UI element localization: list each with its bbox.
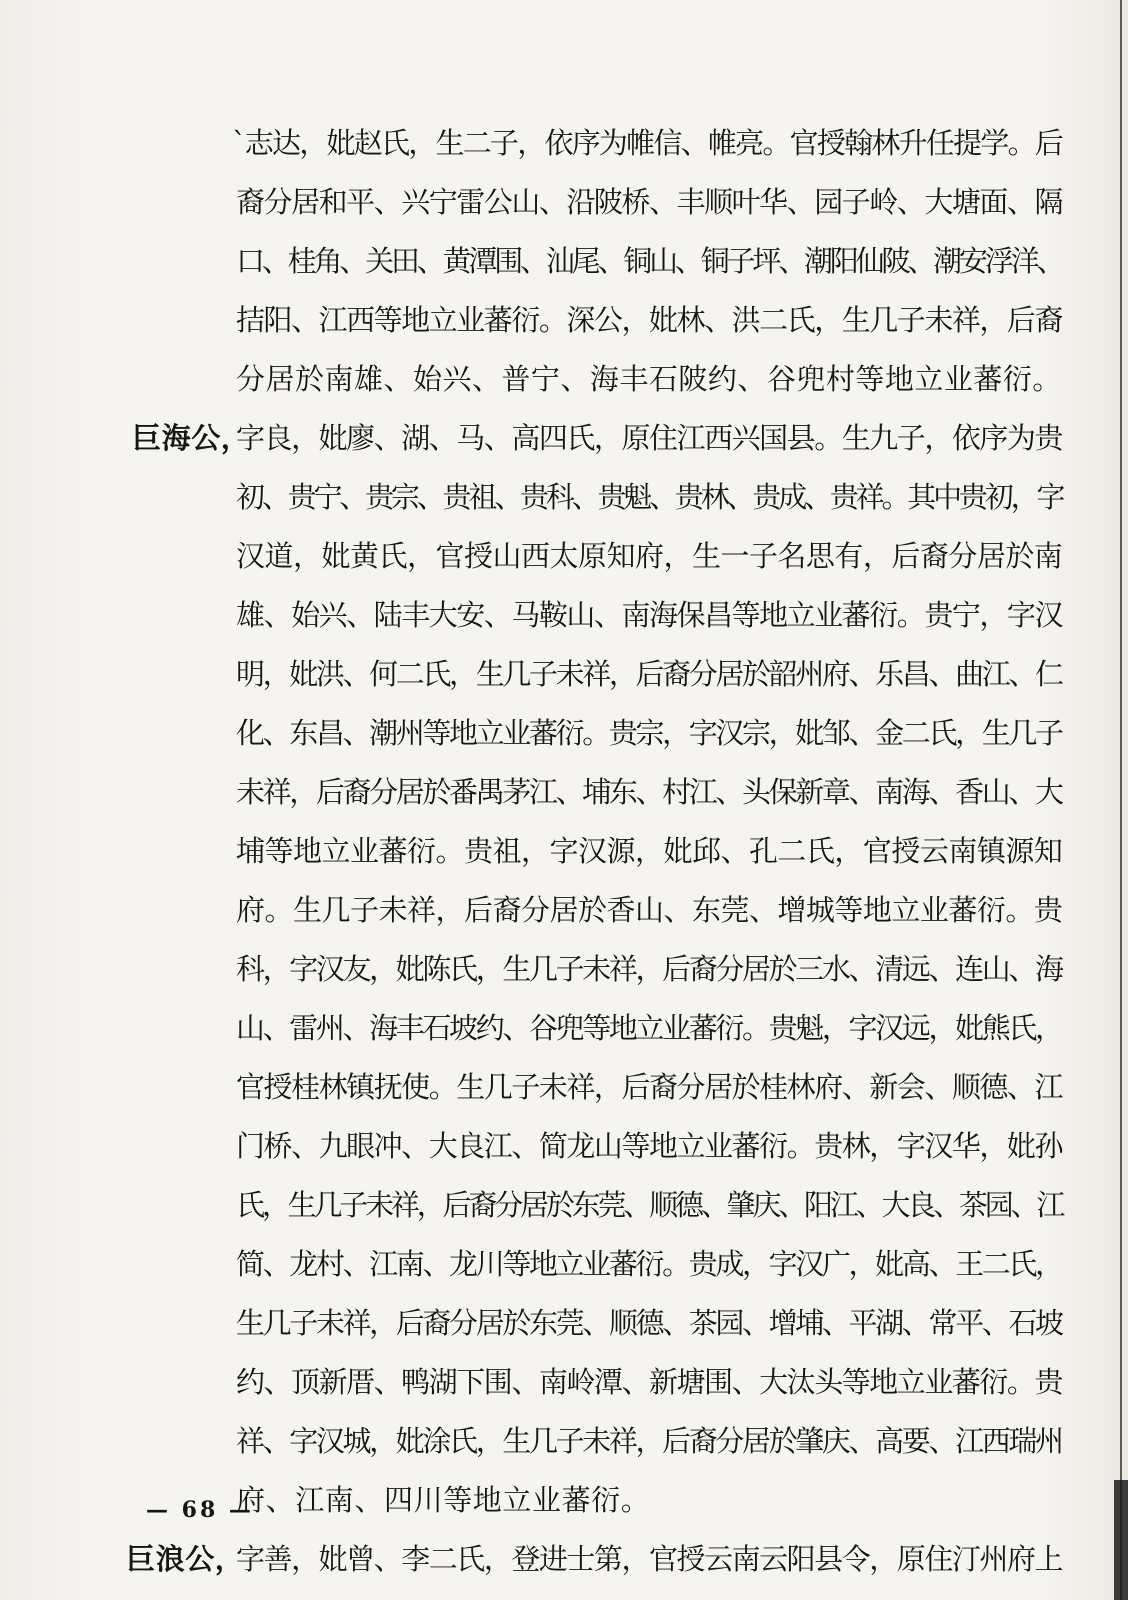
page-corner-shadow xyxy=(1114,1480,1128,1600)
text-line: 科，字汉友，妣陈氏，生几子未祥，后裔分居於三水、清远、连山、海 xyxy=(236,952,1062,986)
text-line: 化、东昌、潮州等地立业蕃衍。贵宗，字汉宗，妣邹、金二氏，生几子 xyxy=(236,716,1062,750)
text-line: 门桥、九眼冲、大良江、简龙山等地立业蕃衍。贵林，字汉华，妣孙 xyxy=(236,1129,1063,1163)
text-line: 字善，妣曾、李二氏，登进士第，官授云南云阳县令，原住汀州府上 xyxy=(236,1542,1063,1576)
text-line: 官授桂林镇抚使。生几子未祥，后裔分居於桂林府、新会、顺德、江 xyxy=(236,1070,1063,1104)
text-line: 祥、字汉城，妣涂氏，生几子未祥，后裔分居於肇庆、高要、江西瑞州 xyxy=(236,1424,1062,1458)
text-line: 拮阳、江西等地立业蕃衍。深公，妣林、洪二氏，生几子未祥，后裔 xyxy=(236,303,1063,337)
entry-heading: 巨浪公， xyxy=(126,1542,245,1576)
text-line: 分居於南雄、始兴、普宁、海丰石陂约、谷兜村等地立业蕃衍。 xyxy=(236,362,1062,396)
text-line: 简、龙村、江南、龙川等地立业蕃衍。贵成，字汉广，妣高、王二氏， xyxy=(236,1247,1062,1281)
text-line: 府。生几子未祥，后裔分居於香山、东莞、增城等地立业蕃衍。贵 xyxy=(236,893,1063,927)
text-line: 汉道，妣黄氏，官授山西太原知府，生一子名思有，后裔分居於南 xyxy=(236,539,1063,573)
text-line: 山、雷州、海丰石坡约、谷兜等地立业蕃衍。贵魁，字汉远，妣熊氏， xyxy=(236,1011,1062,1045)
page-edge-shadow xyxy=(1120,0,1122,1600)
text-line: 府、江南、四川等地立业蕃衍。 xyxy=(236,1483,651,1517)
text-line: 生几子未祥，后裔分居於东莞、顺德、茶园、增埔、平湖、常平、石坡 xyxy=(236,1306,1062,1340)
text-line: 雄、始兴、陆丰大安、马鞍山、南海保昌等地立业蕃衍。贵宁，字汉 xyxy=(236,598,1063,632)
entry-heading: 巨海公， xyxy=(132,421,251,455)
text-line: 埔等地立业蕃衍。贵祖，字汉源，妣邱、孔二氏，官授云南镇源知 xyxy=(236,834,1063,868)
text-line: 氏，生几子未祥，后裔分居於东莞、顺德、肇庆、阳江、大良、茶园、江 xyxy=(236,1188,1063,1222)
text-line: 字良，妣廖、湖、马、高四氏，原住江西兴国县。生九子，依序为贵 xyxy=(236,421,1063,455)
text-line: `志达，妣赵氏，生二子，依序为帷信、帷亮。官授翰林升任提学。后 xyxy=(232,126,1063,160)
text-line: 初、贵宁、贵宗、贵祖、贵科、贵魁、贵林、贵成、贵祥。其中贵初，字 xyxy=(236,480,1063,514)
text-line: 口、桂角、关田、黄潭围、汕尾、铜山、铜子坪、潮阳仙陂、潮安浮洋、 xyxy=(236,244,1063,278)
text-line: 裔分居和平、兴宁雷公山、沿陂桥、丰顺叶华、园子岭、大塘面、隔 xyxy=(236,185,1063,219)
text-line: 明，妣洪、何二氏，生几子未祥，后裔分居於韶州府、乐昌、曲江、仁 xyxy=(236,657,1062,691)
page-number: — 68 — xyxy=(146,1497,254,1523)
text-line: 约、顶新厝、鸭湖下围、南岭潭、新塘围、大汰头等地立业蕃衍。贵 xyxy=(236,1365,1063,1399)
text-line: 未祥，后裔分居於番禺茅江、埔东、村江、头保新章、南海、香山、大 xyxy=(236,775,1062,809)
